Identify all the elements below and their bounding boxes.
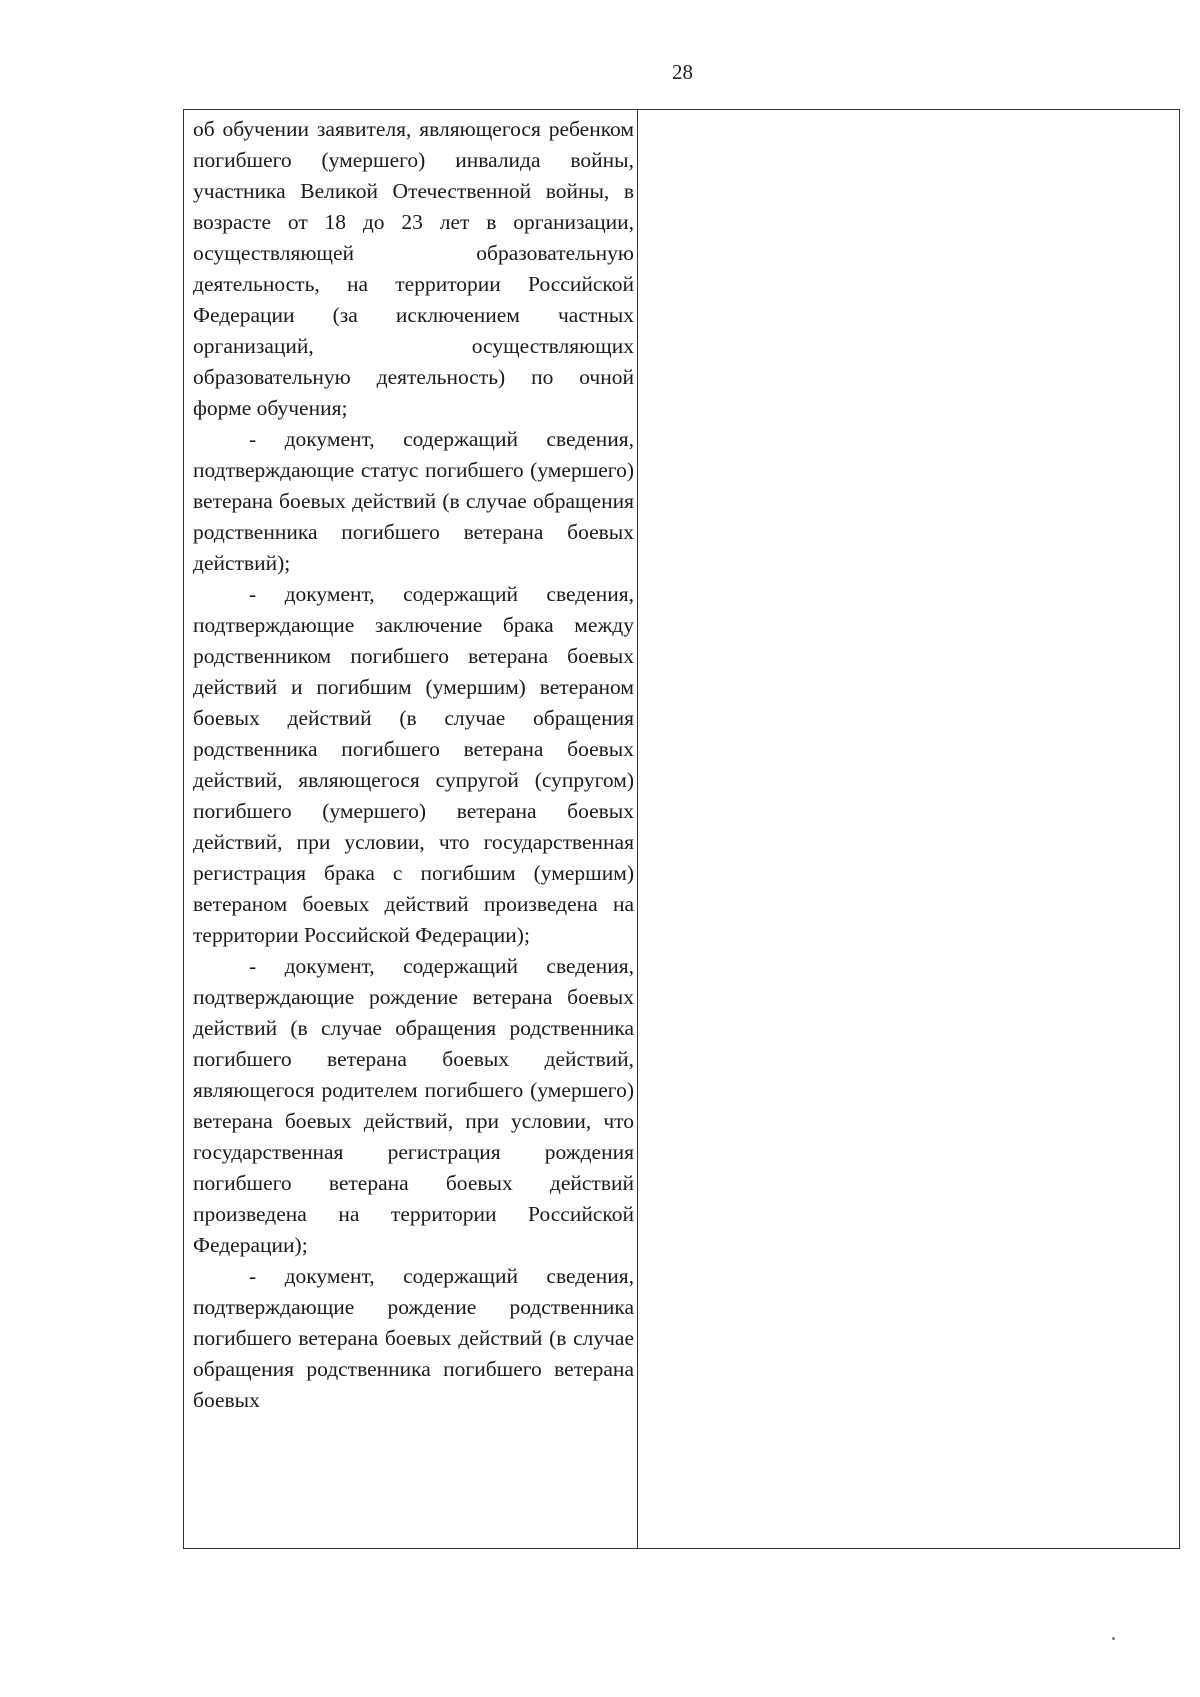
table-left-column <box>184 110 638 1548</box>
paragraph-education-info: об обучении заявителя, являющегося ребенком погибшего (умершего) инвалида войны, участника Великой Отечественной войны, в возрасте от 18 до 23 лет в организации, осуществляющей образовательную деятельность, на территории Российской Федерации (за исключением частных организаций, осуществляющих образовательную деятельность) по очной форме обучения; <box>193 117 634 420</box>
paragraph-marriage: - документ, содержащий сведения, подтверждающие заключение брака между родственником погибшего ветерана боевых действий и погибшим (умершим) ветераном боевых действий (в случае обращения родственника погибшего ветерана боевых действий, являющегося супругой (супругом) погибшего (умершего) ветерана боевых действий, при условии, что государственная регистрация брака с погибшим (умершим) ветераном боевых действий произведена на территории Российской Федерации); <box>193 582 634 947</box>
paragraph-relative-birth: - документ, содержащий сведения, подтверждающие рождение родственника погибшего ветерана боевых действий (в случае обращения родственника погибшего ветерана боевых <box>193 1264 634 1412</box>
scan-artifact <box>1112 1637 1115 1640</box>
paragraph-veteran-birth: - документ, содержащий сведения, подтверждающие рождение ветерана боевых действий (в случае обращения родственника погибшего ветерана боевых действий, являющегося родителем погибшего (умершего) ветерана боевых действий, при условии, что государственная регистрация рождения погибшего ветерана боевых действий произведена на территории Российской Федерации); <box>193 954 634 1257</box>
table-right-column <box>638 110 1179 1548</box>
paragraph-veteran-status: - документ, содержащий сведения, подтверждающие статус погибшего (умершего) ветерана боевых действий (в случае обращения родственника погибшего ветерана боевых действий); <box>193 427 634 575</box>
document-table <box>183 109 1180 1549</box>
page-number: 28 <box>672 60 693 84</box>
